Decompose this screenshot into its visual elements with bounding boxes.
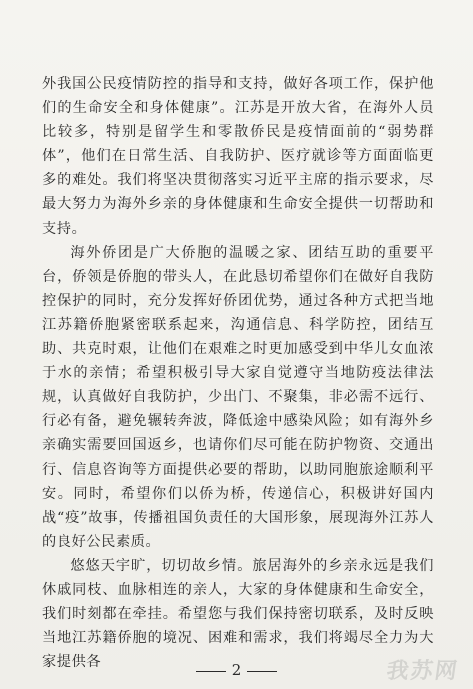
document-body bbox=[42, 72, 434, 674]
paragraph-overseas-groups: 海外侨团是广大侨胞的温暖之家、团结互助的重要平台，侨领是侨胞的带头人，在此恳切希望你们在做好自我防控保护的同时，充分发挥好侨团优势，通过各种方式把当地江苏籍侨胞紧密联系起来，沟通信息、科学防控，团结互助、共克时艰，让他们在艰难之时更加感受到中华儿女血浓于水的亲情；希望积极引导大家自觉遵守当地防疫法律法规，认真做好自我防护，少出门、不聚集，非必需不远行、行必有备，避免辗转奔波，降低途中感染风险；如有海外乡亲确实需要回国返乡，也请你们尽可能在防护物资、交通出行、信息咨询等方面提供必要的帮助，以助同胞旅途顺利平安。同时，希望你们以侨为桥，传递信心，积极讲好国内战“疫”故事，传播祖国负责任的大国形象，展现海外江苏人的良好公民素质。 bbox=[42, 244, 434, 550]
paragraph-continuation: 外我国公民疫情防控的指导和支持，做好各项工作，保护他们的生命安全和身体健康”。江苏是开放大省，在海外人员比较多，特别是留学生和零散侨民是疫情面前的“弱势群体”，他们在日常生活、自我防护、医疗就诊等方面面临更多的难处。我们将坚决贯彻落实习近平主席的指示要求，尽最大努力为海外乡亲的身体健康和生命安全提供一切帮助和支持。 bbox=[42, 76, 434, 237]
site-watermark: 我苏网 bbox=[384, 659, 461, 684]
right-dash bbox=[247, 671, 277, 672]
left-dash bbox=[196, 671, 226, 672]
paragraph-hometown: 悠悠天宇旷，切切故乡情。旅居海外的乡亲永远是我们休戚同枝、血脉相连的亲人，大家的身体健康和生命安全，我们时刻都在牵挂。希望您与我们保持密切联系，及时反映当地江苏籍侨胞的境况、困难和需求，我们将竭尽全力为大家提供各 bbox=[42, 557, 434, 671]
page-number: 2 bbox=[231, 661, 242, 679]
